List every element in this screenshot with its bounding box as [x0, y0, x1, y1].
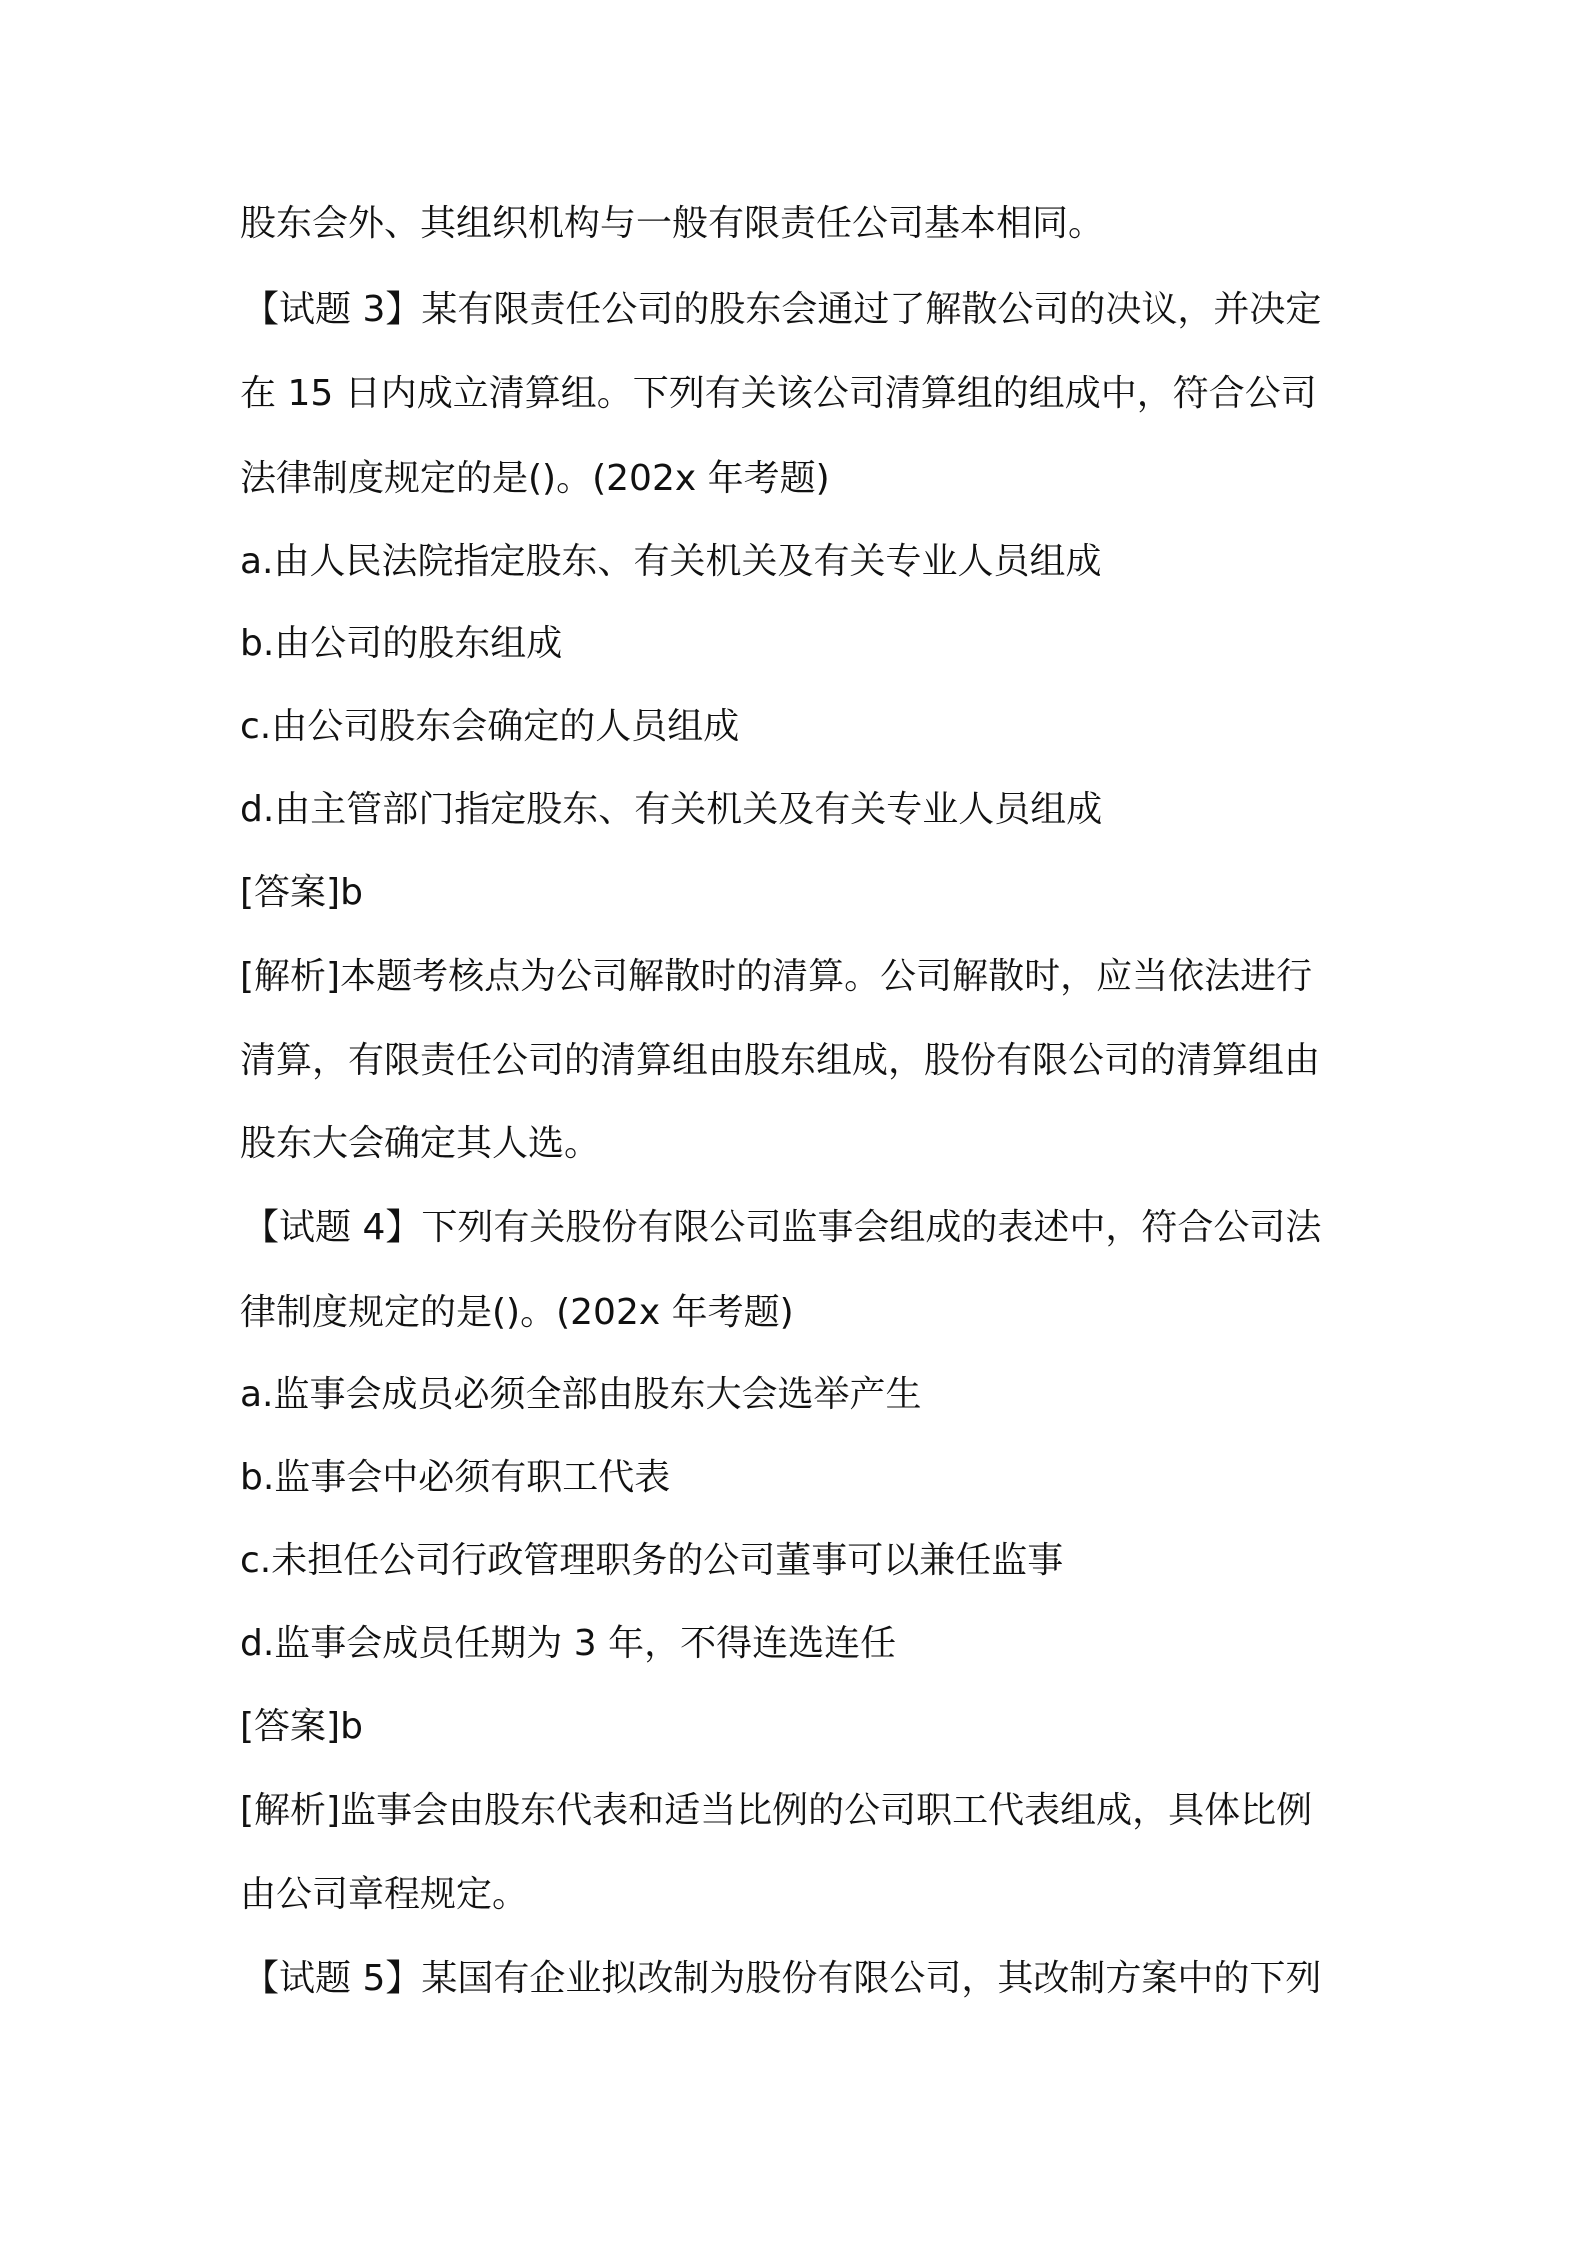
paragraph-line: 律制度规定的是()。(202x 年考题) — [240, 1292, 794, 1333]
question-5-heading: 【试题 5】某国有企业拟改制为股份有限公司，其改制方案中的下列 — [243, 1958, 1322, 1999]
paragraph-line: 股东会外、其组织机构与一般有限责任公司基本相同。 — [240, 203, 1105, 244]
answer-line: [答案]b — [240, 872, 363, 913]
question-3-heading: 【试题 3】某有限责任公司的股东会通过了解散公司的决议，并决定 — [243, 289, 1322, 330]
option-b: b.监事会中必须有职工代表 — [240, 1457, 671, 1498]
option-c: c.由公司股东会确定的人员组成 — [240, 706, 740, 747]
option-a: a.由人民法院指定股东、有关机关及有关专业人员组成 — [240, 541, 1102, 582]
answer-line: [答案]b — [240, 1706, 363, 1747]
option-d: d.由主管部门指定股东、有关机关及有关专业人员组成 — [240, 789, 1103, 830]
option-b: b.由公司的股东组成 — [240, 623, 563, 664]
option-d: d.监事会成员任期为 3 年，不得连选连任 — [240, 1623, 897, 1664]
option-a: a.监事会成员必须全部由股东大会选举产生 — [240, 1374, 922, 1415]
analysis-line: 由公司章程规定。 — [240, 1874, 529, 1915]
paragraph-line: 在 15 日内成立清算组。下列有关该公司清算组的组成中，符合公司 — [240, 373, 1317, 414]
analysis-line: 清算，有限责任公司的清算组由股东组成，股份有限公司的清算组由 — [240, 1040, 1321, 1081]
question-4-heading: 【试题 4】下列有关股份有限公司监事会组成的表述中，符合公司法 — [243, 1207, 1322, 1248]
analysis-line: [解析]本题考核点为公司解散时的清算。公司解散时，应当依法进行 — [240, 956, 1313, 997]
analysis-line: [解析]监事会由股东代表和适当比例的公司职工代表组成，具体比例 — [240, 1790, 1313, 1831]
analysis-line: 股东大会确定其人选。 — [240, 1123, 601, 1164]
paragraph-line: 法律制度规定的是()。(202x 年考题) — [240, 458, 830, 499]
option-c: c.未担任公司行政管理职务的公司董事可以兼任监事 — [240, 1540, 1064, 1581]
